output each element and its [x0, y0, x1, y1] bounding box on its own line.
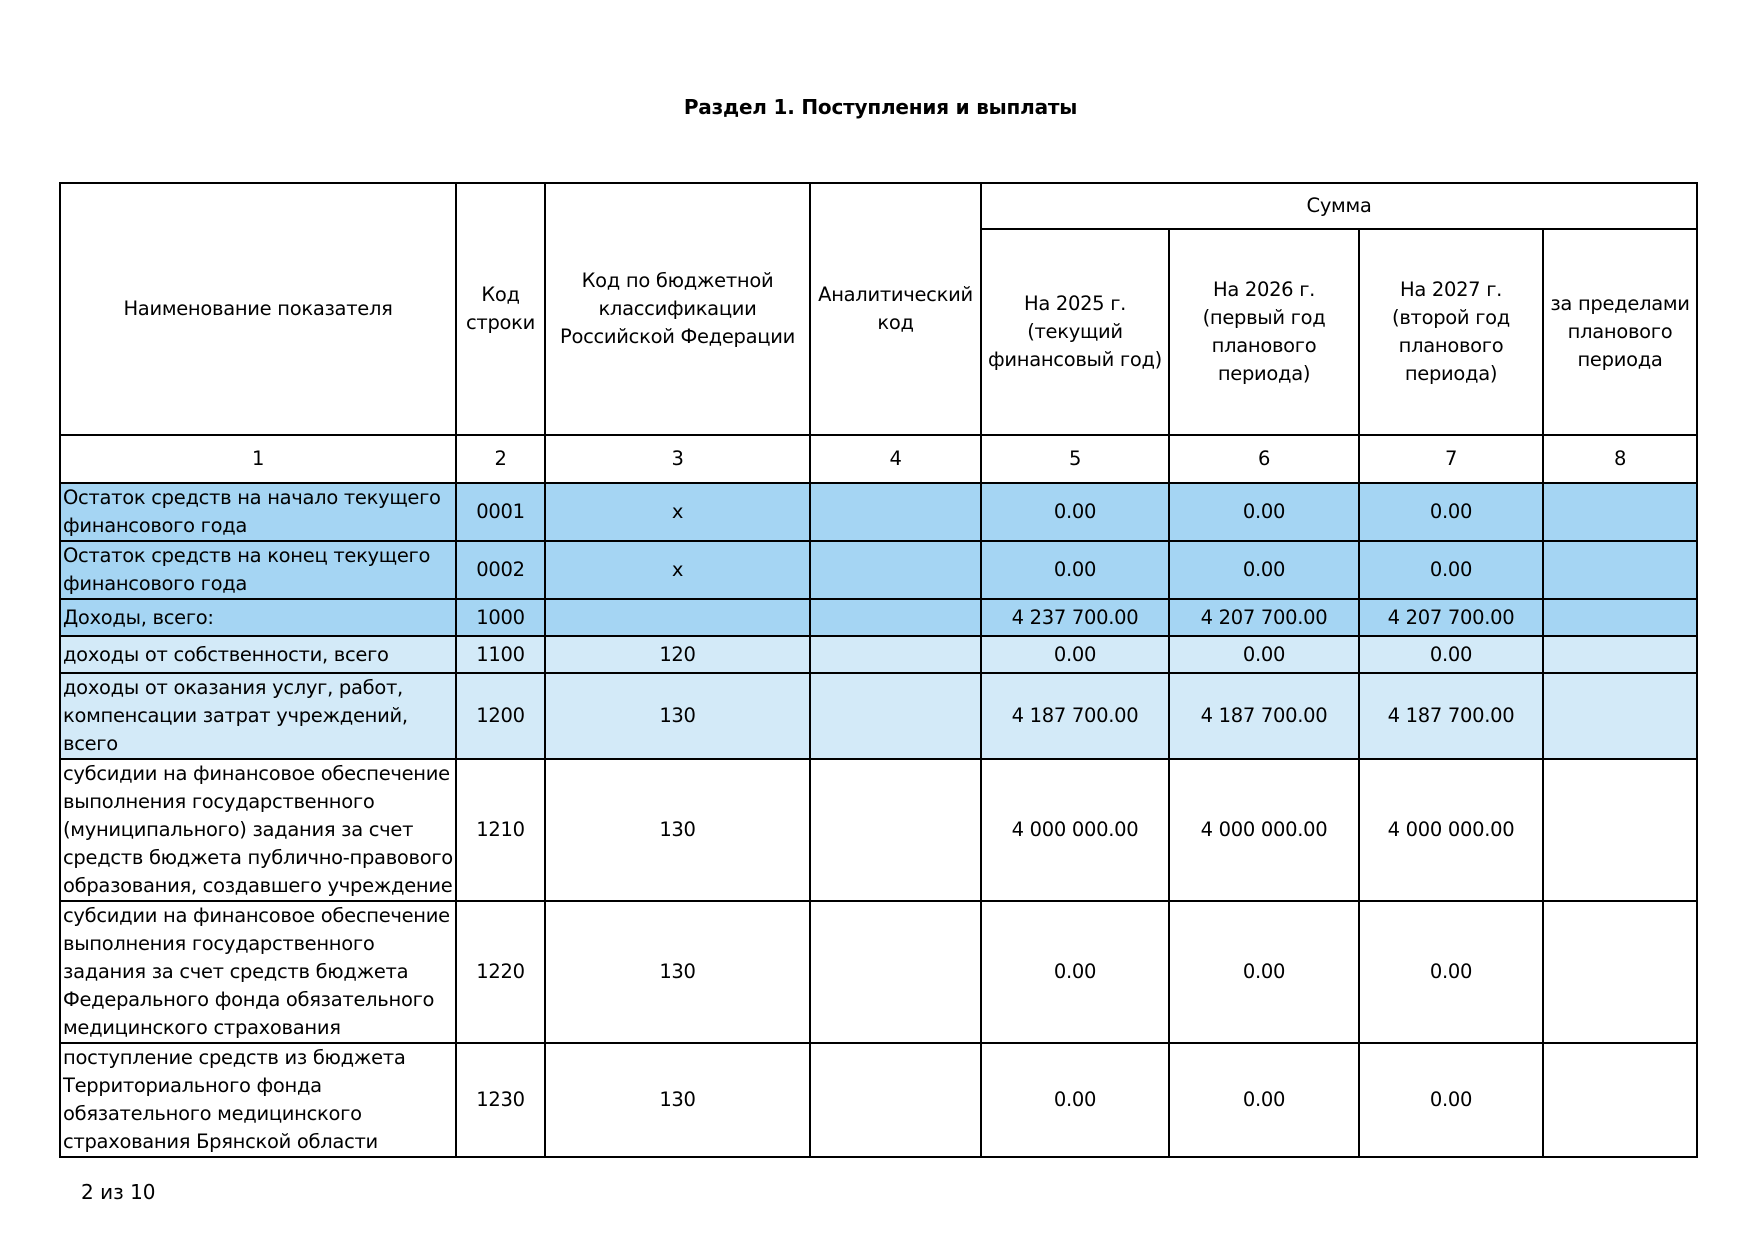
row-analytic-code: [810, 636, 981, 673]
row-value-2026: 4 207 700.00: [1169, 599, 1359, 636]
row-value-beyond: [1543, 636, 1697, 673]
row-value-2027: 0.00: [1359, 541, 1543, 599]
row-value-2025: 0.00: [981, 1043, 1169, 1157]
row-value-2025: 0.00: [981, 636, 1169, 673]
row-value-2027: 0.00: [1359, 1043, 1543, 1157]
header-name: Наименование показателя: [60, 183, 456, 435]
row-code: 0001: [456, 483, 545, 541]
row-value-2027: 4 207 700.00: [1359, 599, 1543, 636]
column-number: 7: [1359, 435, 1543, 483]
page-title: Раздел 1. Поступления и выплаты: [683, 95, 1078, 119]
row-name: Остаток средств на начало текущего финансового года: [60, 483, 456, 541]
page-number: 2 из 10: [81, 1180, 156, 1204]
row-code: 1200: [456, 673, 545, 759]
row-budget-code: 130: [545, 1043, 810, 1157]
row-value-2026: 4 000 000.00: [1169, 759, 1359, 901]
row-analytic-code: [810, 673, 981, 759]
table-row: [60, 673, 1697, 759]
row-value-2027: 4 187 700.00: [1359, 673, 1543, 759]
column-number: 4: [810, 435, 981, 483]
row-code: 1100: [456, 636, 545, 673]
row-value-2027: 4 000 000.00: [1359, 759, 1543, 901]
row-budget-code: 130: [545, 901, 810, 1043]
row-analytic-code: [810, 599, 981, 636]
header-beyond-period: за пределами планового периода: [1543, 229, 1697, 435]
table-row: [60, 541, 1697, 599]
row-value-2026: 0.00: [1169, 636, 1359, 673]
row-budget-code: 130: [545, 673, 810, 759]
row-value-2026: 0.00: [1169, 1043, 1359, 1157]
row-value-2026: 0.00: [1169, 541, 1359, 599]
row-analytic-code: [810, 759, 981, 901]
row-value-beyond: [1543, 759, 1697, 901]
column-number: 3: [545, 435, 810, 483]
row-value-beyond: [1543, 541, 1697, 599]
row-name: поступление средств из бюджета Территориального фонда обязательного медицинского страхования Брянской области: [60, 1043, 456, 1157]
row-value-2025: 4 187 700.00: [981, 673, 1169, 759]
row-value-beyond: [1543, 1043, 1697, 1157]
row-value-2026: 4 187 700.00: [1169, 673, 1359, 759]
column-number: 1: [60, 435, 456, 483]
header-row-code: Код строки: [456, 183, 545, 435]
table-row: [60, 901, 1697, 1043]
row-value-2025: 4 237 700.00: [981, 599, 1169, 636]
header-year-2027: На 2027 г. (второй год планового периода): [1359, 229, 1543, 435]
row-name: Доходы, всего:: [60, 599, 456, 636]
column-number: 6: [1169, 435, 1359, 483]
row-value-2027: 0.00: [1359, 901, 1543, 1043]
table-row: [60, 599, 1697, 636]
row-value-beyond: [1543, 483, 1697, 541]
row-value-2025: 4 000 000.00: [981, 759, 1169, 901]
row-value-2025: 0.00: [981, 901, 1169, 1043]
header-year-2026: На 2026 г. (первый год планового периода): [1169, 229, 1359, 435]
row-code: 1220: [456, 901, 545, 1043]
row-name: доходы от оказания услуг, работ, компенсации затрат учреждений, всего: [60, 673, 456, 759]
row-code: 1230: [456, 1043, 545, 1157]
row-budget-code: 120: [545, 636, 810, 673]
row-budget-code: [545, 599, 810, 636]
row-analytic-code: [810, 1043, 981, 1157]
row-value-beyond: [1543, 901, 1697, 1043]
table-row: [60, 636, 1697, 673]
column-number: 5: [981, 435, 1169, 483]
row-name: субсидии на финансовое обеспечение выполнения государственного (муниципального) задания за счет средств бюджета публично-правового образования, создавшего учреждение: [60, 759, 456, 901]
finance-table: [59, 182, 1698, 1158]
row-analytic-code: [810, 901, 981, 1043]
row-code: 0002: [456, 541, 545, 599]
row-name: доходы от собственности, всего: [60, 636, 456, 673]
row-budget-code: x: [545, 483, 810, 541]
row-analytic-code: [810, 541, 981, 599]
row-value-beyond: [1543, 599, 1697, 636]
row-value-2027: 0.00: [1359, 636, 1543, 673]
table-row: [60, 1043, 1697, 1157]
row-name: Остаток средств на конец текущего финансового года: [60, 541, 456, 599]
row-budget-code: x: [545, 541, 810, 599]
row-value-beyond: [1543, 673, 1697, 759]
row-analytic-code: [810, 483, 981, 541]
header-year-2025: На 2025 г. (текущий финансовый год): [981, 229, 1169, 435]
row-value-2026: 0.00: [1169, 901, 1359, 1043]
header-analytic-code: Аналитический код: [810, 183, 981, 435]
row-budget-code: 130: [545, 759, 810, 901]
row-value-2025: 0.00: [981, 483, 1169, 541]
header-budget-code: Код по бюджетной классификации Российской Федерации: [545, 183, 810, 435]
row-value-2027: 0.00: [1359, 483, 1543, 541]
column-number: 8: [1543, 435, 1697, 483]
row-value-2025: 0.00: [981, 541, 1169, 599]
column-number: 2: [456, 435, 545, 483]
row-code: 1210: [456, 759, 545, 901]
row-value-2026: 0.00: [1169, 483, 1359, 541]
header-sum: Сумма: [981, 183, 1697, 229]
row-name: субсидии на финансовое обеспечение выполнения государственного задания за счет средств бюджета Федерального фонда обязательного медицинского страхования: [60, 901, 456, 1043]
table-row: [60, 759, 1697, 901]
row-code: 1000: [456, 599, 545, 636]
table-row: [60, 483, 1697, 541]
